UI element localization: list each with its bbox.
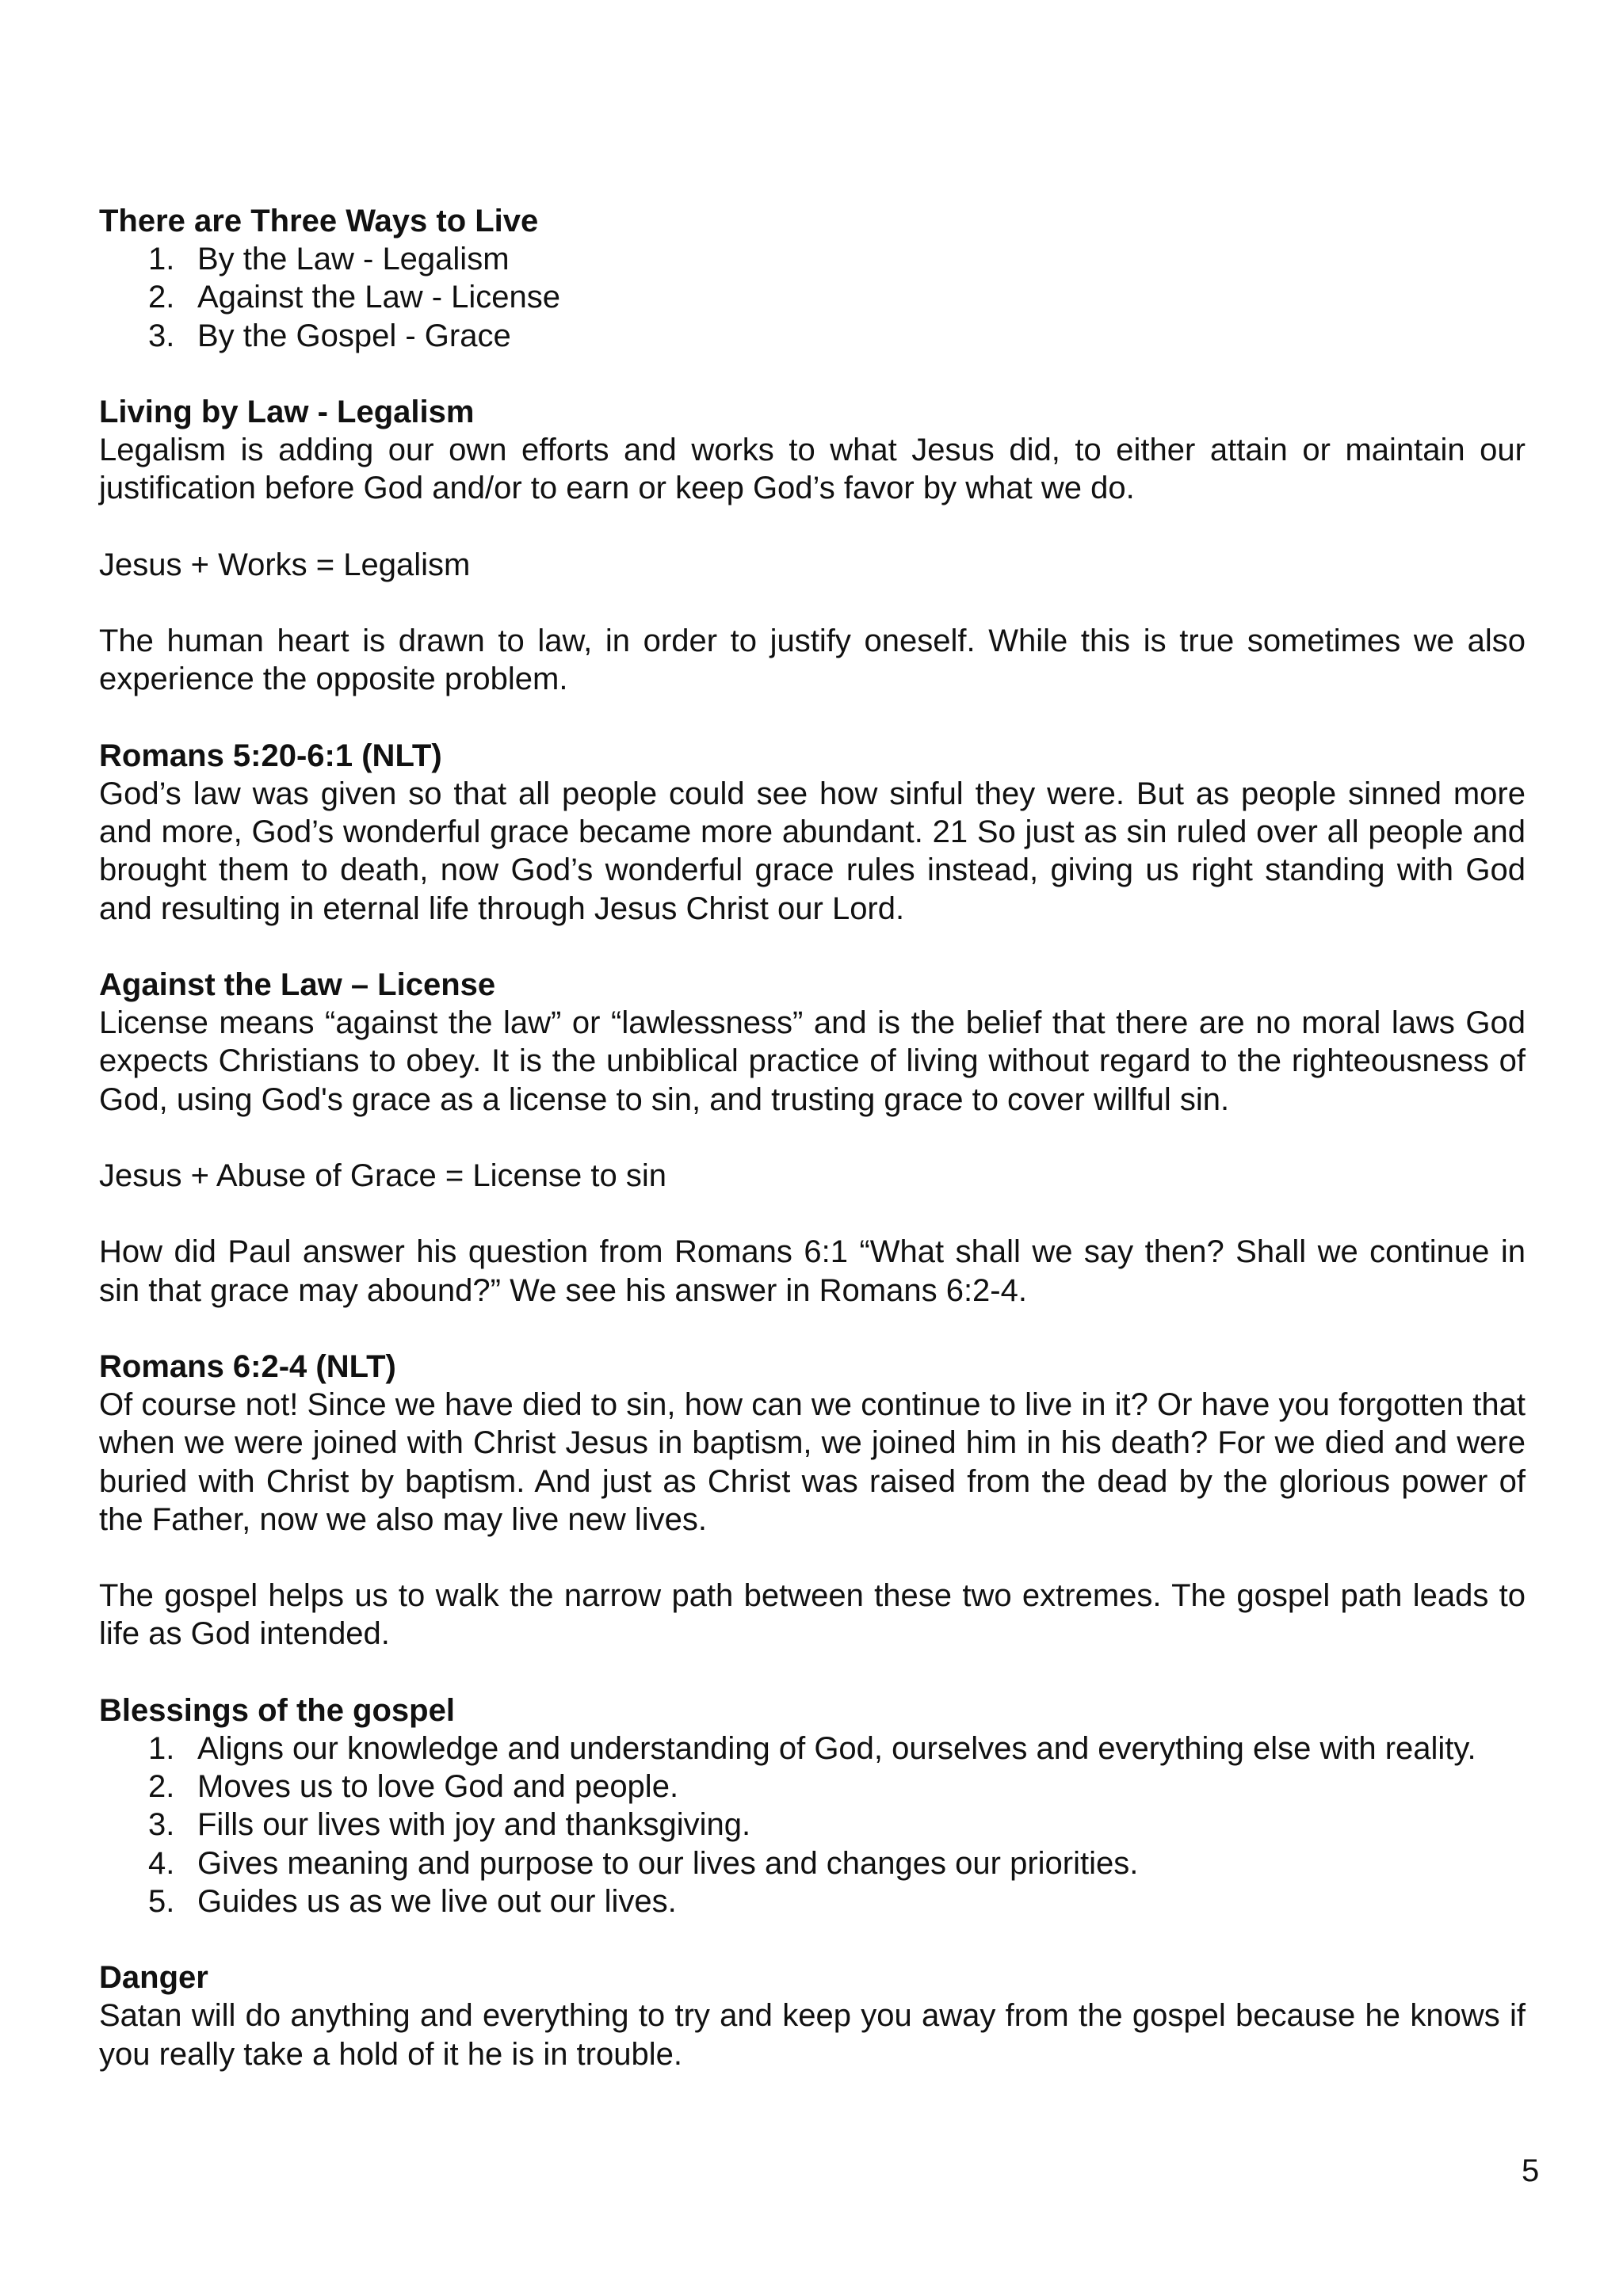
legalism-note: The human heart is drawn to law, in order to justify oneself. While this is true sometimes we also experience the opposite problem.: [99, 624, 1526, 697]
page-number: 5: [1522, 2153, 1540, 2188]
list-item: [99, 1730, 1526, 1768]
license-definition: License means “against the law” or “lawlessness” and is the belief that there are no moral laws God expects Christians to obey. It is the unbiblical practice of living without regard to the righteousness of God, using God's grace as a license to sin, and trusting grace to cover willful sin.: [99, 1005, 1526, 1117]
legalism-definition: Legalism is adding our own efforts and works to what Jesus did, to either attain or maintain our justification before God and/or to earn or keep God’s favor by what we do.: [99, 433, 1526, 506]
list-number: 1.: [148, 1730, 175, 1766]
list-number: 3.: [148, 318, 175, 353]
list-number: 1.: [148, 242, 175, 277]
section-heading-legalism: Living by Law - Legalism: [99, 395, 475, 429]
list-item-text: Against the Law - License: [197, 280, 561, 315]
list-item-text: Aligns our knowledge and understanding of God, ourselves and everything else with reality.: [197, 1730, 1476, 1766]
list-item-text: Guides us as we live out our lives.: [197, 1883, 677, 1919]
document-page: [99, 202, 1526, 2073]
gospel-conclusion: The gospel helps us to walk the narrow path between these two extremes. The gospel path leads to life as God intended.: [99, 1578, 1526, 1652]
list-item: [99, 278, 1526, 316]
list-item-text: By the Gospel - Grace: [197, 318, 511, 353]
license-equation: Jesus + Abuse of Grace = License to sin: [99, 1158, 666, 1193]
list-number: 3.: [148, 1807, 175, 1843]
list-number: 2.: [148, 280, 175, 315]
list-item: [99, 317, 1526, 355]
list-number: 2.: [148, 1769, 175, 1805]
list-item-text: By the Law - Legalism: [197, 242, 510, 277]
list-item: [99, 1844, 1526, 1882]
list-item: [99, 240, 1526, 278]
license-question: How did Paul answer his question from Romans 6:1 “What shall we say then? Shall we continue in sin that grace may abound?” We see his answer in Romans 6:2-4.: [99, 1234, 1526, 1308]
list-item-text: Moves us to love God and people.: [197, 1769, 679, 1805]
section-heading-three-ways: There are Three Ways to Live: [99, 204, 539, 238]
romans-6-text: Of course not! Since we have died to sin, how can we continue to live in it? Or have you forgotten that when we were joined with Christ Jesus in baptism, we joined him in his death? For we died and were buried with Christ by baptism. And just as Christ was raised from the dead by the glorious power of the Father, now we also may live new lives.: [99, 1387, 1526, 1537]
list-number: 5.: [148, 1883, 175, 1919]
three-ways-list: [99, 240, 1526, 355]
list-number: 4.: [148, 1845, 175, 1881]
section-heading-romans-5: Romans 5:20-6:1 (NLT): [99, 738, 442, 773]
list-item: [99, 1768, 1526, 1806]
list-item: [99, 1806, 1526, 1844]
romans-5-text: God’s law was given so that all people could see how sinful they were. But as people sinned more and more, God’s wonderful grace became more abundant. 21 So just as sin ruled over all people and brought them to death, now God’s wonderful grace rules instead, giving us right standing with God and resulting in eternal life through Jesus Christ our Lord.: [99, 776, 1526, 926]
legalism-equation: Jesus + Works = Legalism: [99, 547, 471, 582]
section-heading-romans-6: Romans 6:2-4 (NLT): [99, 1348, 396, 1384]
list-item: [99, 1882, 1526, 1920]
section-heading-danger: Danger: [99, 1960, 208, 1996]
list-item-text: Gives meaning and purpose to our lives and changes our priorities.: [197, 1845, 1139, 1881]
list-item-text: Fills our lives with joy and thanksgiving.: [197, 1807, 751, 1843]
section-heading-license: Against the Law – License: [99, 967, 496, 1002]
danger-text: Satan will do anything and everything to try and keep you away from the gospel because he knows if you really take a hold of it he is in trouble.: [99, 1998, 1526, 2072]
section-heading-blessings: Blessings of the gospel: [99, 1692, 455, 1728]
blessings-list: [99, 1730, 1526, 1920]
